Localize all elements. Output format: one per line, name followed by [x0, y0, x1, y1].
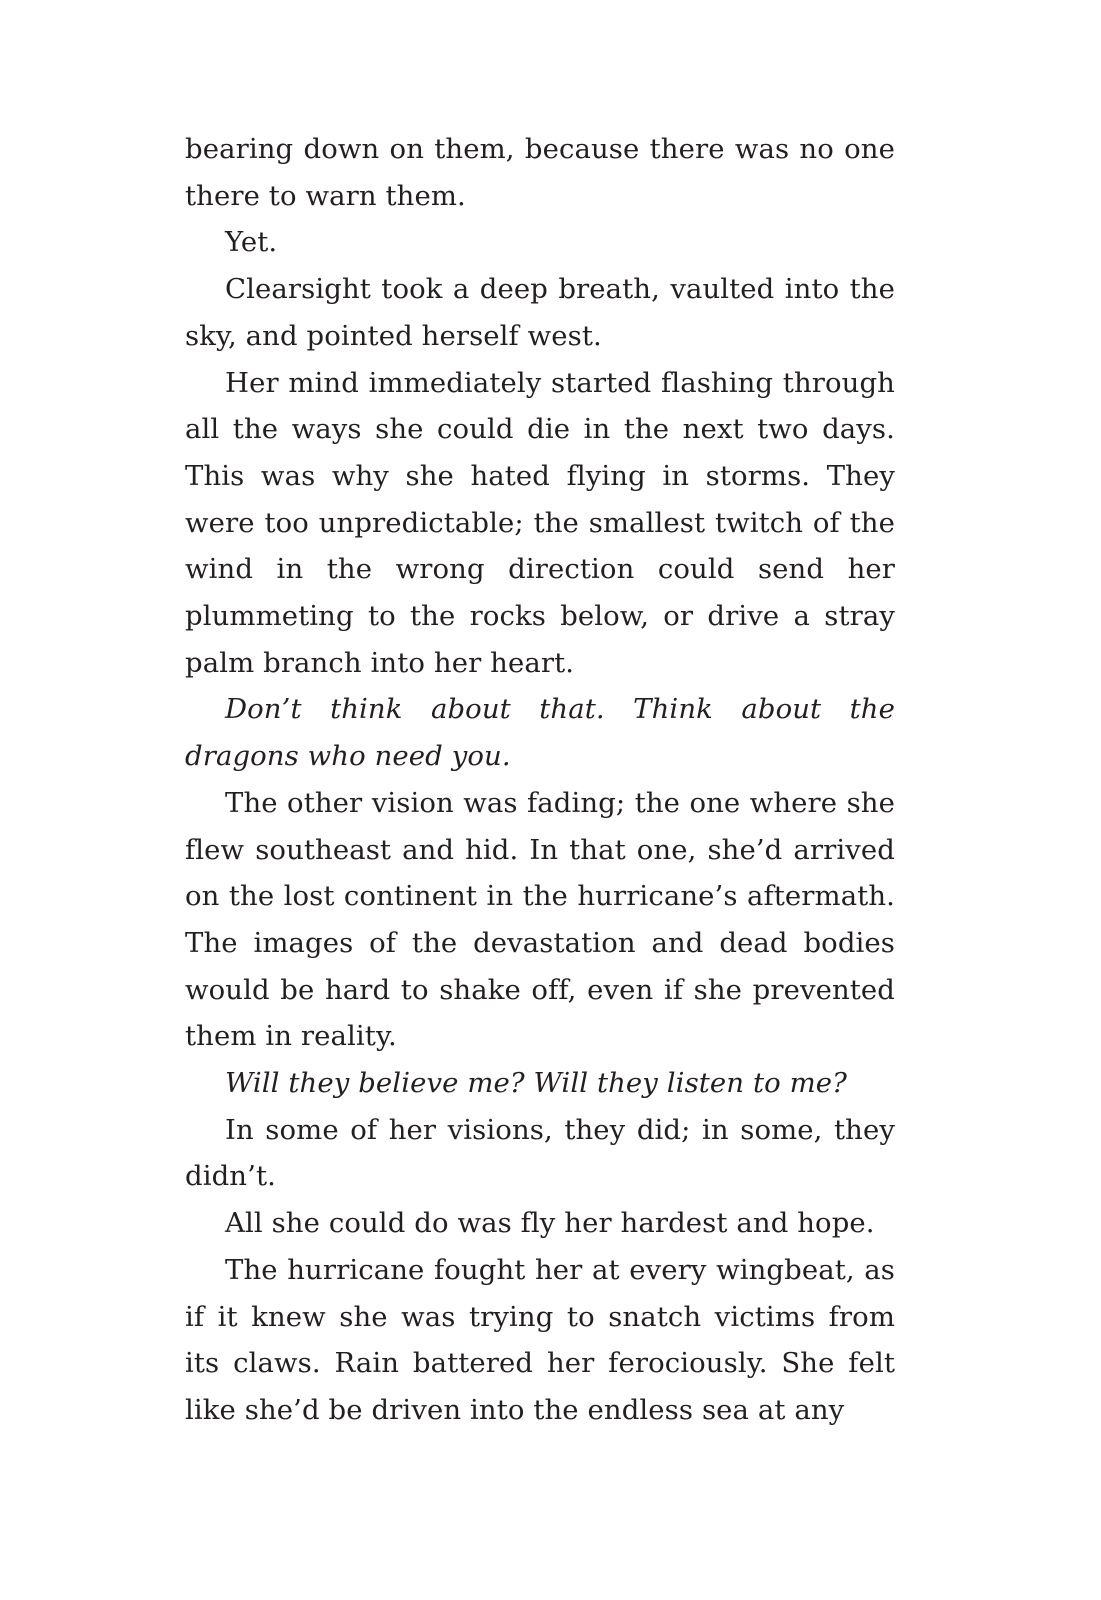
paragraph-8: In some of her visions, they did; in some, they didn’t.	[185, 1113, 895, 1193]
paragraph-5-thought: Don’t think about that. Think about the dragons who need you.	[185, 693, 895, 773]
paragraph-9: All she could do was fly her hardest and hope.	[225, 1207, 875, 1240]
paragraph-10: The hurricane fought her at every wingbeat, as if it knew she was trying to snatch victims from its claws. Rain battered her ferociously. She felt like she’d be driven into the endless sea at any	[185, 1253, 895, 1426]
paragraph-7-thought: Will they believe me? Will they listen to me?	[225, 1067, 848, 1100]
paragraph-1: bearing down on them, because there was no one there to warn them.	[185, 133, 895, 212]
paragraph-6: The other vision was fading; the one where she flew southeast and hid. In that one, she’d arrived on the lost continent in the hurricane’s aftermath. The images of the devastation and dead bodies would be hard to shake off, even if she prevented them in reality.	[185, 786, 895, 1053]
paragraph-2: Yet.	[225, 226, 278, 259]
paragraph-3: Clearsight took a deep breath, vaulted into the sky, and pointed herself west.	[185, 273, 895, 352]
body-text	[185, 126, 895, 1434]
paragraph-4: Her mind immediately started flashing through all the ways she could die in the next two days. This was why she hated flying in storms. They were too unpredictable; the smallest twitch of the wind in the wrong direction could send her plummeting to the rocks below, or drive a stray palm branch into her heart.	[185, 366, 895, 679]
